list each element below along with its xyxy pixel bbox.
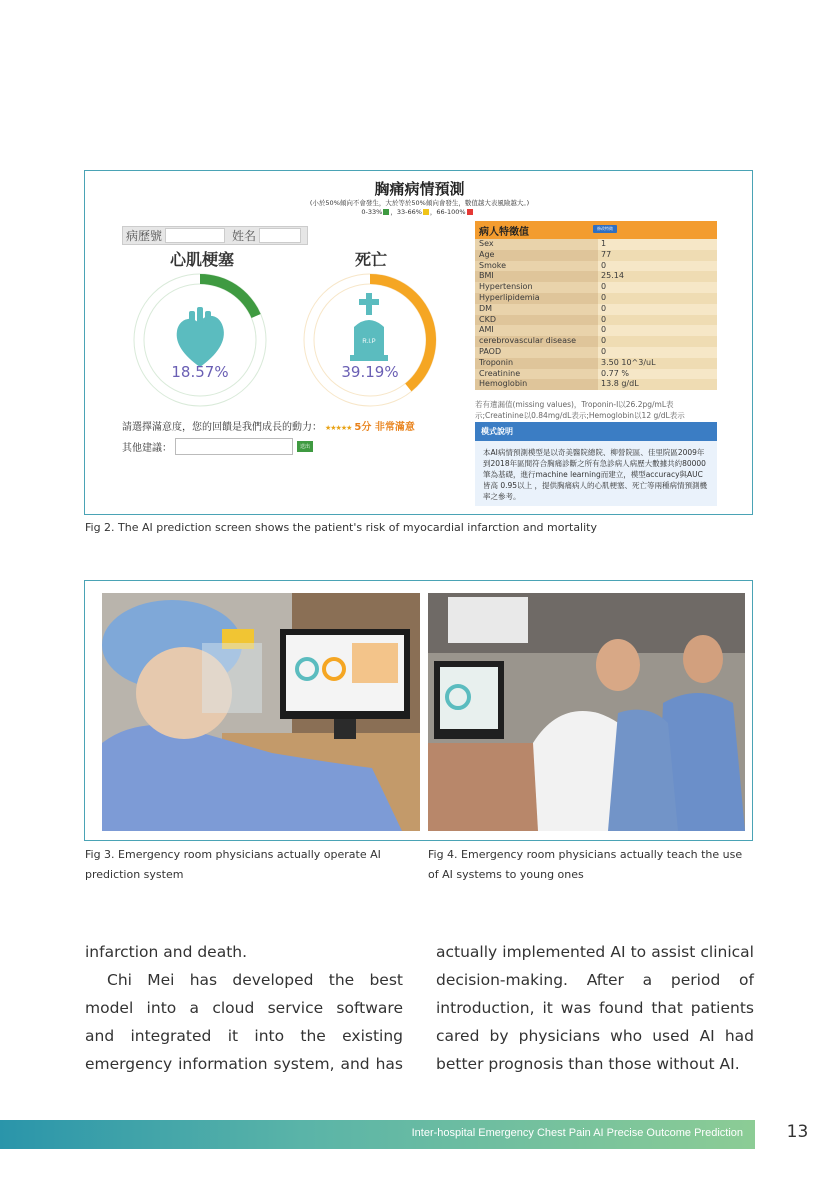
fig3-caption-line1: Fig 3. Emergency room physicians actually operate AI [85, 848, 381, 861]
body-right-column [436, 938, 754, 1078]
feature-name: BMI [475, 271, 598, 282]
feature-value: 1 [601, 239, 607, 248]
feature-name: Hypertension [475, 282, 598, 293]
app-title: 胸痛病情預測 [374, 180, 465, 198]
body-left-line: Chi Mei has developed the best [107, 971, 403, 989]
rating-stars[interactable]: ★★★★★ [325, 424, 352, 432]
feature-row [475, 271, 717, 282]
legend-high: 66-100% [436, 208, 466, 216]
page-number: 13 [786, 1122, 809, 1142]
body-left-line: emergency information system, and has [85, 1055, 403, 1073]
record-no-label: 病歷號 [126, 229, 163, 243]
feature-name: cerebrovascular disease [475, 336, 598, 347]
features-title: 病人特徵值 [479, 227, 529, 238]
body-left-column [85, 938, 403, 1078]
feedback-input[interactable] [175, 438, 293, 455]
feature-value: 0 [601, 292, 607, 302]
body-left-line: and integrated it into the existing [85, 1027, 403, 1045]
feature-name: Troponin [475, 358, 598, 369]
other-feedback-row [122, 438, 313, 455]
feature-name: Smoke [475, 261, 598, 272]
footer-bar [0, 1120, 755, 1149]
feature-value: 0.77 % [601, 368, 629, 378]
submit-button[interactable]: 送出 [297, 441, 313, 452]
feature-name: Creatinine [475, 369, 598, 380]
other-label: 其他建議： [122, 443, 172, 454]
legend-red-swatch [467, 209, 473, 215]
feature-name: CKD [475, 315, 598, 326]
app-subtitle: (小於50%傾向不會發生，大於等於50%傾向會發生，數值越大表風險越大。) [309, 199, 530, 207]
feature-row [475, 315, 717, 326]
gauge-mi [125, 265, 275, 415]
name-input[interactable] [259, 228, 301, 243]
model-title: 模式說明 [481, 427, 513, 436]
missing-values-note: 若有遺漏值(missing values)，Troponin-I以26.2pg/mL表示;Creatinine以0.84mg/dL表示;Hemoglobin以12 g/dL表示 [475, 400, 685, 420]
feature-name: Hyperlipidemia [475, 293, 598, 304]
feature-value: 0 [601, 314, 607, 324]
body-right-line: cared by physicians who used AI had [436, 1027, 754, 1045]
feature-row [475, 369, 717, 380]
satisfaction-row [122, 418, 415, 433]
feature-value: 25.14 [601, 271, 624, 281]
legend-mid: 33-66% [396, 208, 422, 216]
feature-name: Age [475, 250, 598, 261]
body-left-line: model into a cloud service software [85, 999, 403, 1017]
fig3-caption [85, 845, 381, 885]
gauge-mi-title: 心肌梗塞 [169, 250, 234, 269]
feature-row [475, 293, 717, 304]
feature-value: 0 [601, 325, 607, 335]
feature-row [475, 261, 717, 272]
fig4-caption [428, 845, 742, 885]
heart-icon [177, 307, 224, 367]
feature-value: 77 [601, 249, 612, 259]
feature-name: Hemoglobin [475, 379, 598, 390]
feature-row [475, 358, 717, 369]
feature-name: Sex [475, 239, 598, 250]
body-right-line: decision-making. After a period of [436, 971, 754, 989]
feature-row [475, 379, 717, 390]
gauge-death-percent: 39.19% [341, 363, 399, 381]
body-right-line: actually implemented AI to assist clinical [436, 943, 754, 961]
feature-name: DM [475, 304, 598, 315]
photo-frame [84, 580, 753, 841]
rip-text: R.I.P [362, 339, 376, 345]
legend-yellow-swatch [423, 209, 429, 215]
features-table [475, 239, 717, 390]
gauge-death-title: 死亡 [354, 250, 387, 269]
feature-value: 0 [601, 260, 607, 270]
fig3-photo [102, 593, 420, 831]
edit-features-button[interactable]: 修改特徵 [593, 225, 617, 233]
feature-row [475, 347, 717, 358]
fig4-caption-line1: Fig 4. Emergency room physicians actually teach the use [428, 848, 743, 861]
legend-green-swatch [383, 209, 389, 215]
fig4-caption-line2: of AI systems to young ones [428, 868, 584, 881]
feature-row [475, 250, 717, 261]
name-label: 姓名 [232, 229, 257, 243]
record-no-input[interactable] [165, 228, 225, 243]
features-header [475, 221, 717, 239]
satisfaction-score: 5分 非常滿意 [354, 422, 415, 433]
feature-row [475, 239, 717, 250]
feature-value: 13.8 g/dL [601, 379, 639, 389]
feature-value: 0 [601, 303, 607, 313]
legend-low: 0-33% [361, 208, 383, 216]
footer-title: Inter-hospital Emergency Chest Pain AI Precise Outcome Prediction [411, 1127, 743, 1139]
feature-name: PAOD [475, 347, 598, 358]
feature-value: 0 [601, 346, 607, 356]
feature-value: 3.50 10^3/uL [601, 357, 656, 367]
body-right-line: better prognosis than those without AI. [436, 1055, 740, 1073]
model-description: 本AI病情預測模型是以奇美醫院總院、柳營院區、佳里院區2009年到2018年區間符合胸痛診斷之所有急診病人病歷大數據共約80000筆為基礎，進行machine learning而建立，模型accuracy與AUC 皆高 0.95以上 ，提供胸痛病人的心肌梗塞、死亡等兩種病情預測機率之參考。 [475, 441, 717, 506]
patient-id-bar [122, 226, 308, 245]
feature-row [475, 336, 717, 347]
feature-value: 0 [601, 282, 607, 292]
gauge-death [295, 265, 445, 415]
fig3-caption-line2: prediction system [85, 868, 184, 881]
body-right-line: introduction, it was found that patients [436, 999, 754, 1017]
feature-value: 0 [601, 336, 607, 346]
gauge-mi-percent: 18.57% [171, 363, 229, 381]
feature-row [475, 304, 717, 315]
satisfaction-label: 請選擇滿意度，您的回饋是我們成長的動力： [122, 422, 322, 433]
body-left-line: infarction and death. [85, 943, 248, 961]
model-header [475, 422, 717, 441]
feature-row [475, 282, 717, 293]
risk-legend: 0-33% ，33-66% ，66-100% [135, 207, 700, 216]
feature-name: AMI [475, 325, 598, 336]
fig2-caption: Fig 2. The AI prediction screen shows the patient's risk of myocardial infarction and mortality [85, 521, 597, 534]
fig4-photo [428, 593, 745, 831]
tombstone-icon [350, 293, 388, 361]
fig2-prediction-screen [84, 170, 753, 515]
feature-row [475, 325, 717, 336]
